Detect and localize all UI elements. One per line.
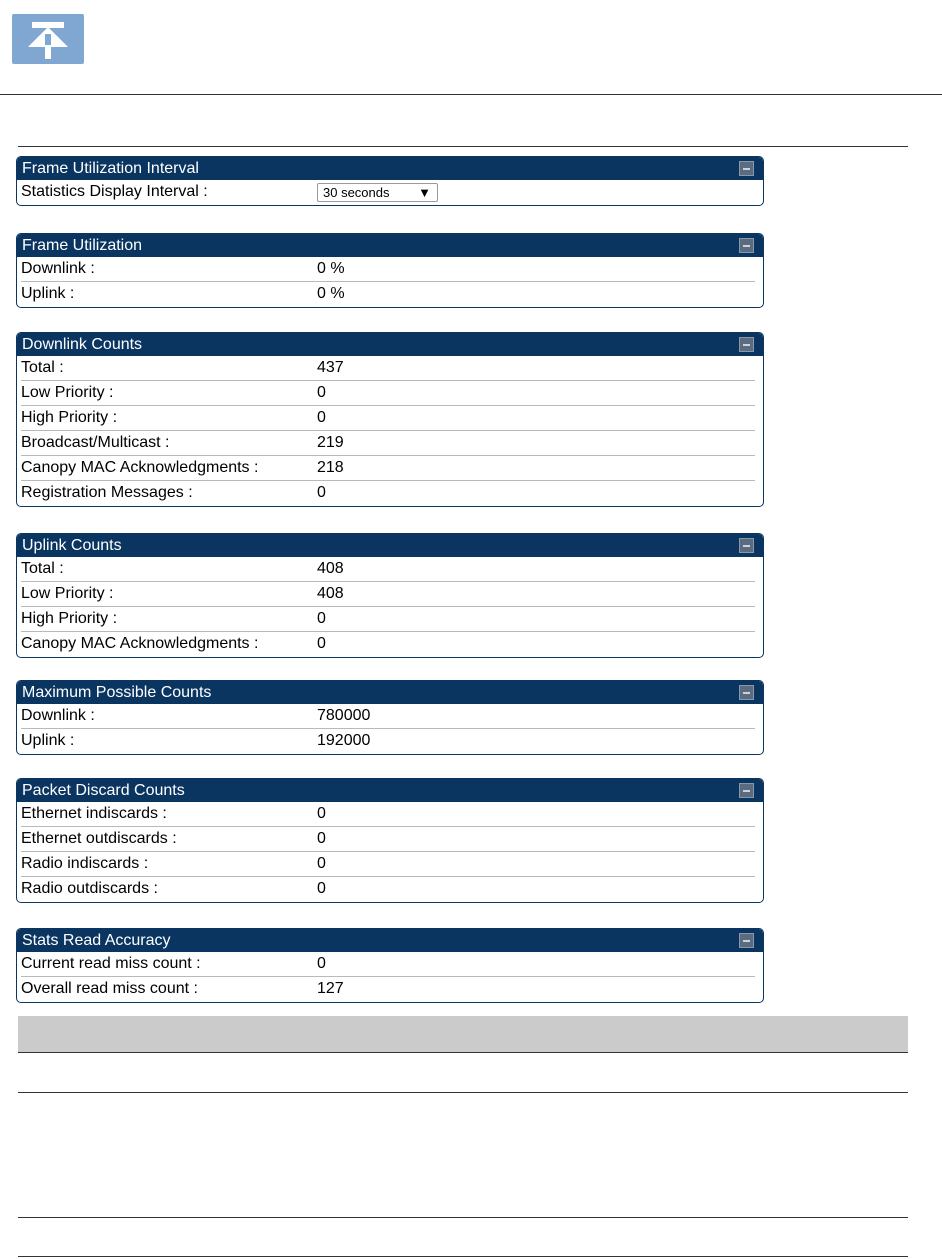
row-value: 780000: [317, 707, 371, 724]
panel-frame-utilization-interval: [16, 156, 764, 206]
table-divider: [18, 1256, 908, 1257]
table-row: [21, 729, 755, 754]
row-label: Ethernet outdiscards :: [21, 830, 177, 847]
row-label: Broadcast/Multicast :: [21, 434, 170, 451]
table-row: [21, 381, 755, 406]
collapse-icon[interactable]: [739, 685, 754, 700]
table-row: [21, 356, 755, 381]
collapse-icon[interactable]: [739, 161, 754, 176]
table-row: [21, 827, 755, 852]
table-row: [21, 952, 755, 977]
table-row: [21, 802, 755, 827]
row-label: Statistics Display Interval :: [21, 183, 208, 200]
row-value: 0: [317, 409, 326, 426]
row-label: Total :: [21, 359, 64, 376]
row-value: 0: [317, 855, 326, 872]
table-row: [21, 852, 755, 877]
row-value: 408: [317, 560, 344, 577]
row-label: Overall read miss count :: [21, 980, 198, 997]
panel-title: Maximum Possible Counts: [22, 684, 212, 701]
row-label: Radio outdiscards :: [21, 880, 158, 897]
collapse-icon[interactable]: [739, 337, 754, 352]
row-value: 0: [317, 610, 326, 627]
table-top-divider: [18, 146, 908, 147]
statistics-display-interval-select[interactable]: [317, 183, 438, 202]
row-label: Uplink :: [21, 285, 75, 302]
pushpin-note-icon: [12, 14, 84, 64]
statistics-display-interval-row: [21, 180, 755, 205]
dropdown-arrow-icon: ▼: [418, 184, 431, 200]
collapse-icon[interactable]: [739, 538, 754, 553]
row-label: Downlink :: [21, 260, 95, 277]
table-row: [21, 704, 755, 729]
select-value: 30 seconds: [323, 184, 390, 200]
row-label: High Priority :: [21, 610, 118, 627]
table-row: [21, 257, 755, 282]
row-value: 0: [317, 955, 326, 972]
row-label: Low Priority :: [21, 384, 114, 401]
table-row: [21, 582, 755, 607]
panel-header: [17, 681, 763, 704]
top-divider: [0, 94, 942, 95]
table-row: [21, 406, 755, 431]
row-value: 437: [317, 359, 344, 376]
collapse-icon[interactable]: [739, 783, 754, 798]
panel-frame-utilization: [16, 233, 764, 308]
panel-stats-read-accuracy: [16, 928, 764, 1003]
table-header-band: [18, 1016, 908, 1053]
row-label: Total :: [21, 560, 64, 577]
row-value: 0: [317, 384, 326, 401]
row-value: 0 %: [317, 285, 345, 302]
table-row: [21, 607, 755, 632]
row-label: Registration Messages :: [21, 484, 193, 501]
panel-header: [17, 234, 763, 257]
panel-header: [17, 333, 763, 356]
panel-header: [17, 534, 763, 557]
panel-title: Uplink Counts: [22, 537, 122, 554]
row-label: High Priority :: [21, 409, 118, 426]
row-label: Radio indiscards :: [21, 855, 149, 872]
row-label: Uplink :: [21, 732, 75, 749]
row-value: 0: [317, 805, 326, 822]
table-divider: [18, 1217, 908, 1218]
panel-header: [17, 929, 763, 952]
table-row: [21, 456, 755, 481]
table-row: [21, 557, 755, 582]
row-value: 0 %: [317, 260, 345, 277]
collapse-icon[interactable]: [739, 933, 754, 948]
row-label: Low Priority :: [21, 585, 114, 602]
table-divider: [18, 1092, 908, 1093]
panel-title: Frame Utilization: [22, 237, 143, 254]
table-row: [21, 877, 755, 902]
row-label: Canopy MAC Acknowledgments :: [21, 635, 259, 652]
row-value: 0: [317, 635, 326, 652]
row-label: Current read miss count :: [21, 955, 201, 972]
panel-title: Frame Utilization Interval: [22, 160, 199, 177]
table-row: [21, 977, 755, 1002]
panel-downlink-counts: [16, 332, 764, 507]
row-label: Ethernet indiscards :: [21, 805, 167, 822]
collapse-icon[interactable]: [739, 238, 754, 253]
panel-header: [17, 157, 763, 180]
row-value: 408: [317, 585, 344, 602]
row-value: 127: [317, 980, 344, 997]
panel-title: Stats Read Accuracy: [22, 932, 171, 949]
panel-packet-discard-counts: [16, 778, 764, 903]
panel-uplink-counts: [16, 533, 764, 658]
row-value: 0: [317, 484, 326, 501]
table-row: [21, 632, 755, 657]
row-value: 192000: [317, 732, 371, 749]
row-label: Downlink :: [21, 707, 95, 724]
panel-header: [17, 779, 763, 802]
table-row: [21, 282, 755, 307]
panel-maximum-possible-counts: [16, 680, 764, 755]
row-value: [317, 180, 755, 205]
panel-title: Downlink Counts: [22, 336, 143, 353]
row-value: 219: [317, 434, 344, 451]
table-row: [21, 431, 755, 456]
row-value: 0: [317, 880, 326, 897]
panel-title: Packet Discard Counts: [22, 782, 185, 799]
table-row: [21, 481, 755, 506]
row-label: Canopy MAC Acknowledgments :: [21, 459, 259, 476]
row-value: 218: [317, 459, 344, 476]
row-value: 0: [317, 830, 326, 847]
